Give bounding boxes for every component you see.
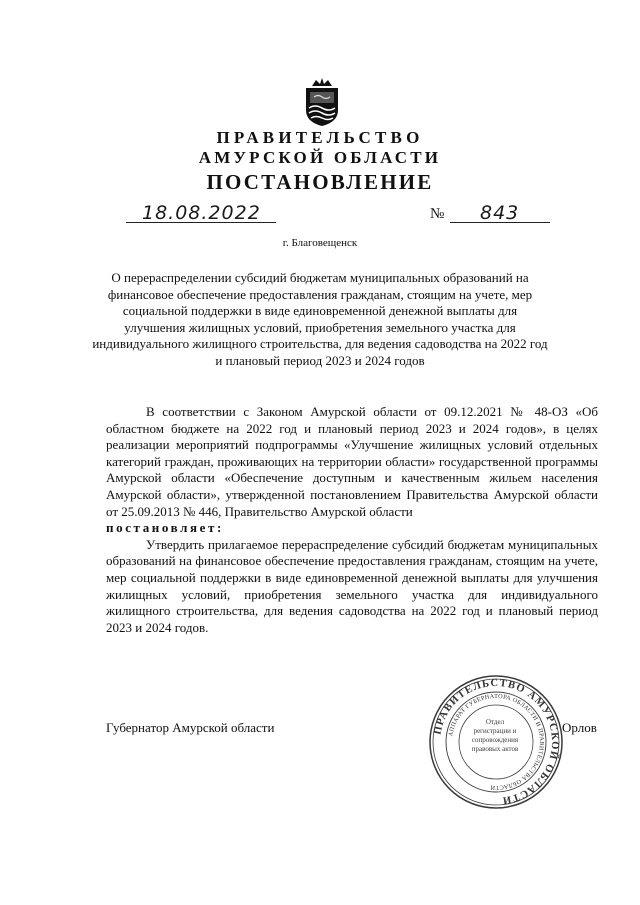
resolution-paragraph: Утвердить прилагаемое перераспределение субсидий бюджетам муниципальных образований на финансовое обеспечение предоставления гражданам, стоящим на учете, мер социальной поддержки в виде единовременной денежной выплаты для улучшения жилищных условий, приобретения земельного участка для индивидуального жилищного строительства, для ведения садоводства на 2022 год и плановый период 2023 и 2024 годов. (106, 536, 598, 635)
resolves-label: постановляет: (106, 520, 224, 536)
number-label: № (430, 206, 445, 222)
document-number: 843 (480, 202, 520, 224)
city: г. Благовещенск (282, 237, 358, 249)
signatory-name: Орлов (562, 720, 597, 735)
coat-of-arms-icon (300, 76, 344, 128)
document-date: 18.08.2022 (142, 202, 261, 224)
org-name-line1: ПРАВИТЕЛЬСТВО (216, 128, 424, 147)
stamp-outer-text: ПРАВИТЕЛЬСТВО АМУРСКОЙ ОБЛАСТИ (432, 677, 561, 806)
document-body (106, 404, 598, 636)
number-underline (450, 222, 550, 223)
stamp-inner-text: АППАРАТ ГУБЕРНАТОРА ОБЛАСТИ И ПРАВИТЕЛЬСТВА ОБЛАСТИ (447, 692, 546, 792)
org-name-line2: АМУРСКОЙ ОБЛАСТИ (198, 148, 442, 167)
signatory-position: Губернатор Амурской области (106, 720, 275, 735)
stamp-center-text: Отдел регистрации и сопровождения правовых актов (471, 718, 519, 753)
document-title: О перераспределении субсидий бюджетам муниципальных образований на финансовое обеспечение предоставления гражданам, стоящим на учете, мер социальной поддержки в виде единовременной денежной выплаты для улучшения жилищных условий, приобретения земельного участка для индивидуального жилищного строительства, для ведения садоводства на 2022 год и плановый период 2023 и 2024 годов (92, 270, 548, 368)
date-underline (126, 222, 276, 223)
document-type: ПОСТАНОВЛЕНИЕ (206, 170, 434, 194)
preamble-paragraph: В соответствии с Законом Амурской области от 09.12.2021 № 48-ОЗ «Об областном бюджете на 2022 год и плановый период 2023 и 2024 годов», в целях реализации мероприятий подпрограммы «Улучшение жилищных условий отдельных категорий граждан, проживающих на территории области» государственной программы Амурской области «Обеспечение доступным и качественным жильем населения Амурской области», утвержденной постановлением Правительства Амурской области от 25.09.2013 № 446, Правительство Амурской области (106, 404, 598, 519)
